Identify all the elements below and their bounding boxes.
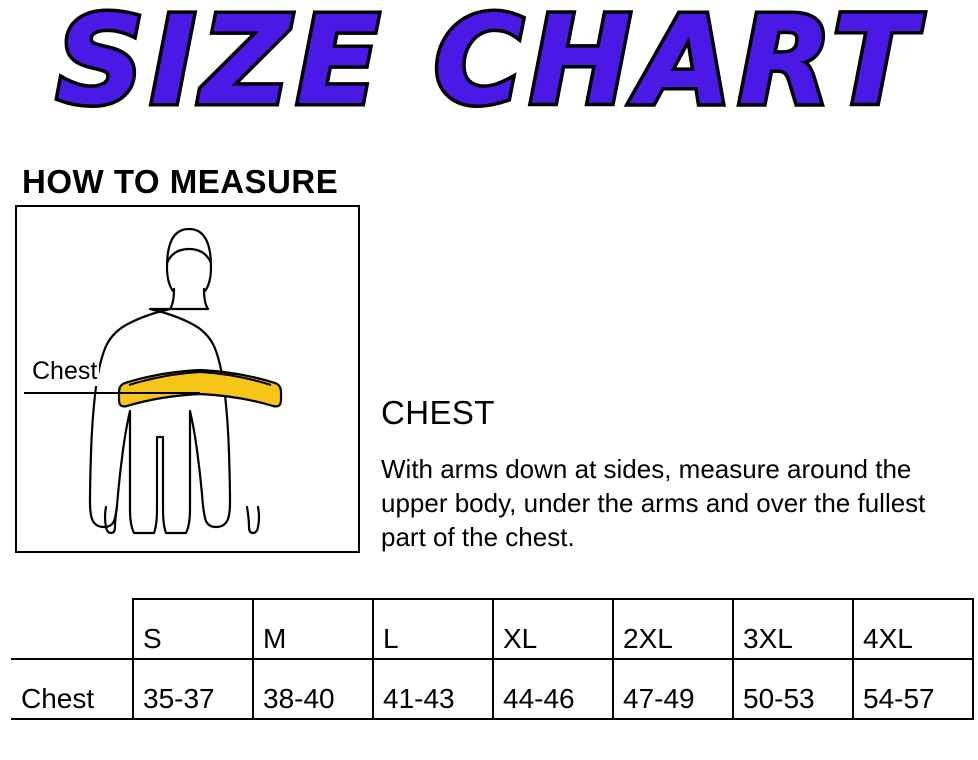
table-row-label-chest: Chest <box>11 659 133 719</box>
table-header-xl: XL <box>493 599 613 659</box>
table-row <box>11 659 973 719</box>
size-table <box>11 598 974 720</box>
table-cell-chest-3xl: 50-53 <box>733 659 853 719</box>
table-header-4xl: 4XL <box>853 599 973 659</box>
chest-leader-line <box>24 392 200 394</box>
table-header-3xl: 3XL <box>733 599 853 659</box>
table-header-m: M <box>253 599 373 659</box>
table-header-s: S <box>133 599 253 659</box>
description-body: With arms down at sides, measure around the upper body, under the arms and over the fullest part of the chest. <box>381 454 926 552</box>
page-title: SIZE CHART <box>56 0 922 132</box>
table-corner-cell <box>11 599 133 659</box>
table-cell-chest-xl: 44-46 <box>493 659 613 719</box>
chest-callout-label: Chest <box>32 357 98 385</box>
table-header-2xl: 2XL <box>613 599 733 659</box>
table-cell-chest-2xl: 47-49 <box>613 659 733 719</box>
table-cell-chest-4xl: 54-57 <box>853 659 973 719</box>
table-cell-chest-m: 38-40 <box>253 659 373 719</box>
description-heading: CHEST <box>381 394 495 431</box>
table-header-l: L <box>373 599 493 659</box>
table-cell-chest-l: 41-43 <box>373 659 493 719</box>
table-header-row <box>11 599 973 659</box>
table-cell-chest-s: 35-37 <box>133 659 253 719</box>
how-to-measure-label: HOW TO MEASURE <box>22 163 339 200</box>
